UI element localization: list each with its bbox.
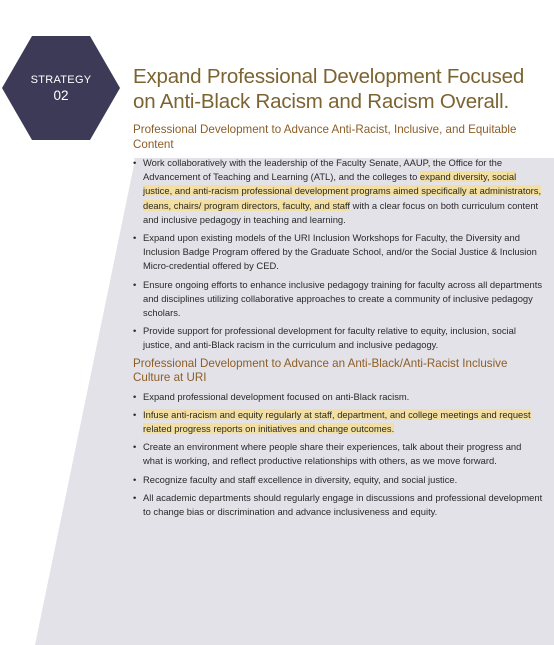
strategy-badge bbox=[2, 36, 120, 140]
section-heading-culture: Professional Development to Advance an Anti-Black/Anti-Racist Inclusive Culture at URI bbox=[133, 356, 508, 385]
highlighted-text: Infuse anti-racism and equity regularly at staff, department, and college meetings and request related progress reports on initiatives and change outcomes. bbox=[143, 408, 531, 435]
bullet-text: with a clear focus on both curriculum content and inclusive pedagogy in teaching and learning. bbox=[143, 199, 539, 225]
list-item: • Ensure ongoing efforts to enhance inclusive pedagogy training for faculty across all departments and disciplines utilizing collaborative approaches to create a community of inclusive pedagogy scholars. bbox=[133, 278, 543, 321]
list-item: • Expand upon existing models of the URI Inclusion Workshops for Faculty, the Diversity and Inclusion Badge Program offered by the Graduate School, and/or the Social Justice & Inclusion Micro-credential offered by CED. bbox=[133, 231, 543, 274]
section-culture-list bbox=[133, 390, 543, 520]
list-item bbox=[133, 156, 543, 227]
section-content-list bbox=[133, 156, 543, 353]
strategy-label: STRATEGY bbox=[30, 73, 92, 86]
list-item: • Create an environment where people share their experiences, talk about their progress and what is working, and reflect productive relationships with others, as we move forward. bbox=[133, 440, 543, 468]
main-content bbox=[133, 64, 543, 523]
strategy-number: 02 bbox=[53, 87, 69, 103]
highlighted-text: expand diversity, social justice, and anti-racism professional development programs aimed specifically at administrators, deans, chairs/ program directors, faculty, and staff bbox=[143, 171, 542, 211]
list-item: • All academic departments should regularly engage in discussions and professional development to change bias or discrimination and advance inclusiveness and equity. bbox=[133, 491, 543, 519]
list-item bbox=[133, 408, 543, 436]
list-item: • Recognize faculty and staff excellence in diversity, equity, and social justice. bbox=[133, 473, 543, 487]
page-title bbox=[133, 64, 543, 114]
title-line-1: Expand Professional Development Focused bbox=[133, 65, 525, 88]
section-heading-content: Professional Development to Advance Anti-Racist, Inclusive, and Equitable Content bbox=[133, 123, 517, 151]
bullet-text: Work collaboratively with the leadership of the Faculty Senate, AAUP, the Office for the Advancement of Teaching and Learning (ATL), and the colleges to bbox=[143, 157, 503, 183]
list-item: • Provide support for professional development for faculty relative to equity, inclusion, social justice, and anti-Black racism in the curriculum and inclusive pedagogy. bbox=[133, 324, 543, 352]
list-item: • Expand professional development focused on anti-Black racism. bbox=[133, 390, 543, 404]
title-line-2: on Anti-Black Racism and Racism Overall. bbox=[133, 90, 509, 113]
